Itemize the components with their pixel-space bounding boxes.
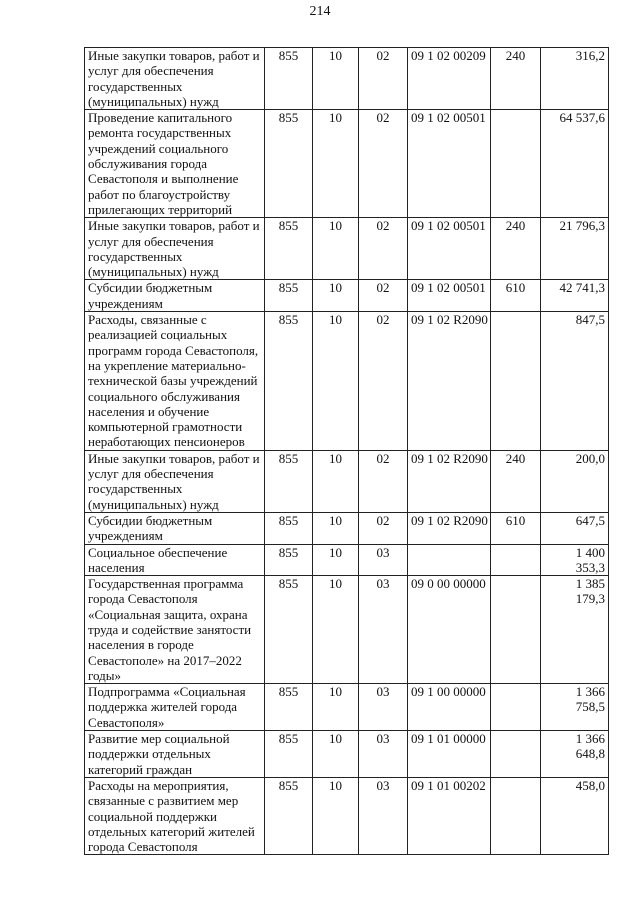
row-name: Иные закупки товаров, работ и услуг для обеспечения государственных (муниципальных) нужд [85, 48, 265, 110]
table-row [85, 218, 609, 280]
row-subsection: 03 [359, 731, 408, 778]
row-name: Субсидии бюджетным учреждениям [85, 512, 265, 544]
table-row [85, 576, 609, 684]
row-exp-type: 240 [491, 48, 541, 110]
row-section: 10 [313, 731, 359, 778]
row-target: 09 1 02 R2090 [408, 312, 491, 451]
row-name: Иные закупки товаров, работ и услуг для обеспечения государственных (муниципальных) нужд [85, 218, 265, 280]
row-amount: 1 385 179,3 [541, 576, 609, 684]
page-number: 214 [309, 4, 331, 19]
row-subsection: 03 [359, 777, 408, 854]
row-target: 09 1 01 00000 [408, 731, 491, 778]
row-target: 09 1 02 00501 [408, 218, 491, 280]
row-amount: 458,0 [541, 777, 609, 854]
row-section: 10 [313, 777, 359, 854]
table-row [85, 684, 609, 731]
table-row [85, 110, 609, 218]
row-name: Субсидии бюджетным учреждениям [85, 280, 265, 312]
row-name: Проведение капитального ремонта государственных учреждений социального обслуживания города Севастополя и выполнение работ по благоустройству прилегающих территорий [85, 110, 265, 218]
table-row [85, 512, 609, 544]
row-subsection: 02 [359, 280, 408, 312]
row-amount: 64 537,6 [541, 110, 609, 218]
row-dept: 855 [265, 576, 313, 684]
table-row [85, 312, 609, 451]
row-exp-type [491, 576, 541, 684]
row-dept: 855 [265, 110, 313, 218]
row-section: 10 [313, 110, 359, 218]
row-amount: 647,5 [541, 512, 609, 544]
row-target: 09 1 02 R2090 [408, 450, 491, 512]
row-target: 09 1 02 00209 [408, 48, 491, 110]
row-exp-type [491, 110, 541, 218]
row-amount: 316,2 [541, 48, 609, 110]
row-amount: 21 796,3 [541, 218, 609, 280]
table-row [85, 777, 609, 854]
table-row [85, 731, 609, 778]
row-dept: 855 [265, 218, 313, 280]
table-row [85, 280, 609, 312]
row-name: Государственная программа города Севастополя «Социальная защита, охрана труда и содействие занятости населения в городе Севастополе» на 2017–2022 годы» [85, 576, 265, 684]
row-amount: 847,5 [541, 312, 609, 451]
row-amount: 200,0 [541, 450, 609, 512]
row-exp-type [491, 777, 541, 854]
row-name: Расходы на мероприятия, связанные с развитием мер социальной поддержки отдельных категорий жителей города Севастополя [85, 777, 265, 854]
row-dept: 855 [265, 684, 313, 731]
row-subsection: 03 [359, 544, 408, 576]
row-target: 09 1 02 R2090 [408, 512, 491, 544]
row-target [408, 544, 491, 576]
row-dept: 855 [265, 512, 313, 544]
row-subsection: 02 [359, 512, 408, 544]
row-section: 10 [313, 684, 359, 731]
row-dept: 855 [265, 280, 313, 312]
row-exp-type: 610 [491, 512, 541, 544]
row-exp-type [491, 731, 541, 778]
row-subsection: 03 [359, 576, 408, 684]
row-subsection: 02 [359, 218, 408, 280]
table-row [85, 450, 609, 512]
row-subsection: 02 [359, 450, 408, 512]
row-dept: 855 [265, 544, 313, 576]
row-exp-type: 610 [491, 280, 541, 312]
row-amount: 1 400 353,3 [541, 544, 609, 576]
row-amount: 1 366 758,5 [541, 684, 609, 731]
row-name: Иные закупки товаров, работ и услуг для обеспечения государственных (муниципальных) нужд [85, 450, 265, 512]
row-section: 10 [313, 450, 359, 512]
row-exp-type [491, 544, 541, 576]
row-amount: 1 366 648,8 [541, 731, 609, 778]
row-section: 10 [313, 312, 359, 451]
row-target: 09 1 00 00000 [408, 684, 491, 731]
row-dept: 855 [265, 312, 313, 451]
row-section: 10 [313, 512, 359, 544]
row-target: 09 1 02 00501 [408, 280, 491, 312]
table-row [85, 48, 609, 110]
row-name: Социальное обеспечение населения [85, 544, 265, 576]
row-dept: 855 [265, 731, 313, 778]
row-exp-type [491, 684, 541, 731]
row-exp-type [491, 312, 541, 451]
row-subsection: 02 [359, 48, 408, 110]
row-name: Расходы, связанные с реализацией социальных программ города Севастополя, на укрепление материально-технической базы учреждений социального обслуживания населения и обучение компьютерной грамотности неработающих пенсионеров [85, 312, 265, 451]
row-subsection: 03 [359, 684, 408, 731]
row-section: 10 [313, 280, 359, 312]
row-dept: 855 [265, 450, 313, 512]
row-target: 09 0 00 00000 [408, 576, 491, 684]
row-section: 10 [313, 48, 359, 110]
row-amount: 42 741,3 [541, 280, 609, 312]
row-dept: 855 [265, 48, 313, 110]
row-target: 09 1 02 00501 [408, 110, 491, 218]
budget-table [84, 47, 609, 855]
row-section: 10 [313, 218, 359, 280]
row-name: Подпрограмма «Социальная поддержка жителей города Севастополя» [85, 684, 265, 731]
row-target: 09 1 01 00202 [408, 777, 491, 854]
row-subsection: 02 [359, 312, 408, 451]
row-section: 10 [313, 576, 359, 684]
row-exp-type: 240 [491, 218, 541, 280]
row-section: 10 [313, 544, 359, 576]
row-dept: 855 [265, 777, 313, 854]
row-subsection: 02 [359, 110, 408, 218]
table-row [85, 544, 609, 576]
row-exp-type: 240 [491, 450, 541, 512]
row-name: Развитие мер социальной поддержки отдельных категорий граждан [85, 731, 265, 778]
